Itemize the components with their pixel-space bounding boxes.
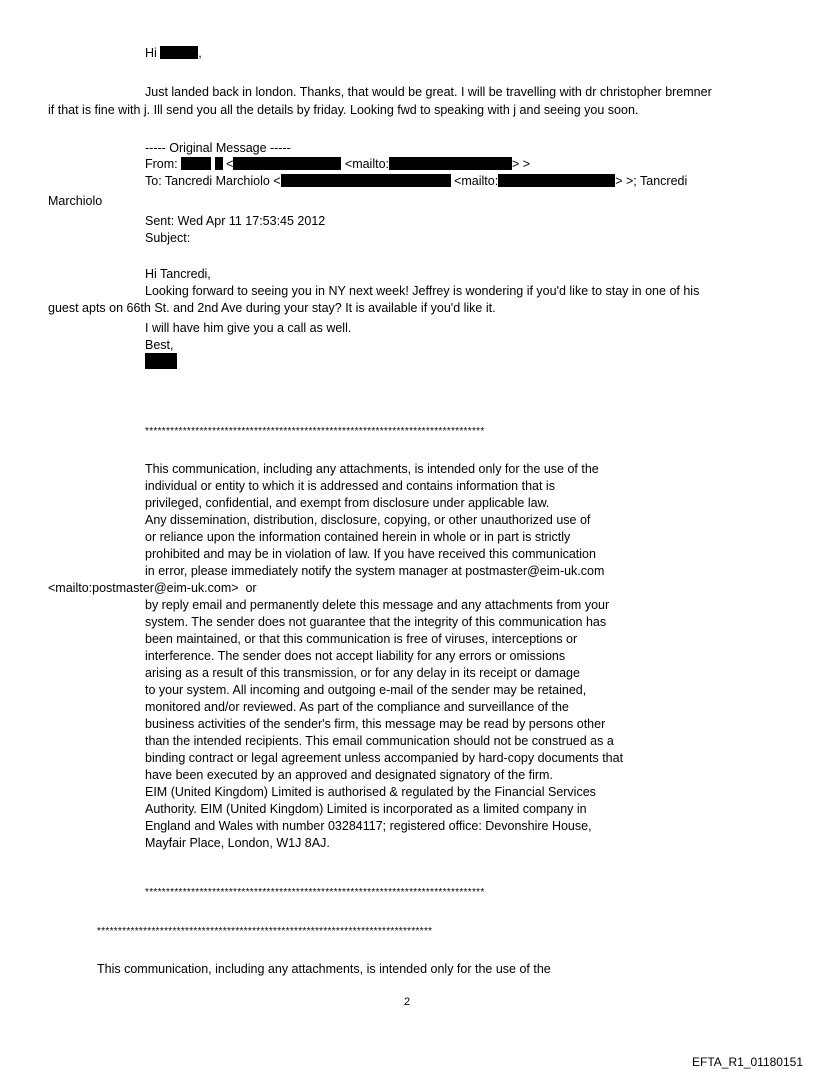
disclaimer-line: prohibited and may be in violation of law. If you have received this communication	[145, 547, 596, 561]
disclaimer-line: privileged, confidential, and exempt from disclosure under applicable law.	[145, 496, 550, 510]
page-number: 2	[404, 996, 411, 1008]
disclaimer-line: business activities of the sender's firm, this message may be read by persons other	[145, 717, 606, 731]
redaction-box	[215, 157, 223, 170]
greeting-prefix: Hi	[145, 46, 157, 60]
from-label: From:	[145, 157, 178, 171]
original-body-line-2: guest apts on 66th St. and 2nd Ave during your stay? It is available if you'd like it.	[48, 301, 496, 315]
original-body-line-3: I will have him give you a call as well.	[145, 321, 352, 335]
disclaimer-line: EIM (United Kingdom) Limited is authorised & regulated by the Financial Services	[145, 785, 596, 799]
disclaimer-line: than the intended recipients. This email communication should not be construed as a	[145, 734, 614, 748]
separator-bottom: *********************************************************************************	[145, 887, 485, 898]
disclaimer-line: been maintained, or that this communication is free of viruses, interceptions or	[145, 632, 578, 646]
to-line-wrap: Marchiolo	[48, 194, 103, 208]
disclaimer-line: system. The sender does not guarantee that the integrity of this communication has	[145, 615, 607, 629]
disclaimer-line: to your system. All incoming and outgoing e-mail of the sender may be retained,	[145, 683, 587, 697]
redaction-box	[498, 174, 615, 187]
reply-body-line-2: if that is fine with j. Ill send you all the details by friday. Looking fwd to speaking with j and seeing you soon.	[48, 103, 639, 117]
trailing-disclaimer-line: This communication, including any attachments, is intended only for the use of the	[97, 962, 551, 976]
original-greeting: Hi Tancredi,	[145, 267, 211, 281]
original-message-header: ----- Original Message -----	[145, 141, 291, 155]
signoff-line: Best,	[145, 338, 174, 352]
disclaimer-line: in error, please immediately notify the system manager at postmaster@eim-uk.com	[145, 564, 605, 578]
separator-top: *********************************************************************************	[145, 426, 485, 437]
sent-line: Sent: Wed Apr 11 17:53:45 2012	[145, 214, 326, 228]
redaction-box	[181, 157, 211, 170]
original-body-line-1: Looking forward to seeing you in NY next week! Jeffrey is wondering if you'd like to stay in one of his	[145, 284, 700, 298]
bates-number: EFTA_R1_01180151	[692, 1055, 803, 1069]
redaction-box	[233, 157, 341, 170]
disclaimer-line: arising as a result of this transmission, or for any delay in its receipt or damage	[145, 666, 580, 680]
disclaimer-line: <mailto:postmaster@eim-uk.com> or	[48, 581, 257, 595]
from-end: > >	[512, 157, 531, 171]
disclaimer-line: This communication, including any attachments, is intended only for the use of the	[145, 462, 599, 476]
redaction-box	[145, 353, 177, 369]
subject-line: Subject:	[145, 231, 191, 245]
redaction-box	[281, 174, 451, 187]
disclaimer-line: binding contract or legal agreement unless accompanied by hard-copy documents that	[145, 751, 624, 765]
redaction-box	[389, 157, 512, 170]
disclaimer-line: by reply email and permanently delete this message and any attachments from your	[145, 598, 610, 612]
to-label: To: Tancredi Marchiolo <	[145, 174, 281, 188]
disclaimer-line: have been executed by an approved and designated signatory of the firm.	[145, 768, 553, 782]
to-mailto: <mailto:	[454, 174, 499, 188]
from-lt: <	[226, 157, 234, 171]
disclaimer-line: Authority. EIM (United Kingdom) Limited is incorporated as a limited company in	[145, 802, 587, 816]
disclaimer-line: monitored and/or reviewed. As part of the compliance and surveillance of the	[145, 700, 569, 714]
from-mailto: <mailto:	[344, 157, 390, 171]
redaction-box	[160, 46, 198, 59]
reply-body-line-1: Just landed back in london. Thanks, that would be great. I will be travelling with dr christopher bremner	[145, 85, 712, 99]
to-end: > >; Tancredi	[615, 174, 688, 188]
separator-outer: ********************************************************************************	[97, 926, 433, 937]
greeting-suffix: ,	[198, 46, 202, 60]
from-line	[145, 156, 530, 172]
to-line	[145, 173, 687, 189]
disclaimer-line: interference. The sender does not accept liability for any errors or omissions	[145, 649, 566, 663]
greeting-line	[145, 45, 202, 61]
disclaimer-line: Any dissemination, distribution, disclosure, copying, or other unauthorized use of	[145, 513, 591, 527]
disclaimer-line: or reliance upon the information contained herein in whole or in part is strictly	[145, 530, 571, 544]
disclaimer-line: Mayfair Place, London, W1J 8AJ.	[145, 836, 330, 850]
disclaimer-line: individual or entity to which it is addressed and contains information that is	[145, 479, 555, 493]
disclaimer-line: England and Wales with number 03284117; registered office: Devonshire House,	[145, 819, 592, 833]
